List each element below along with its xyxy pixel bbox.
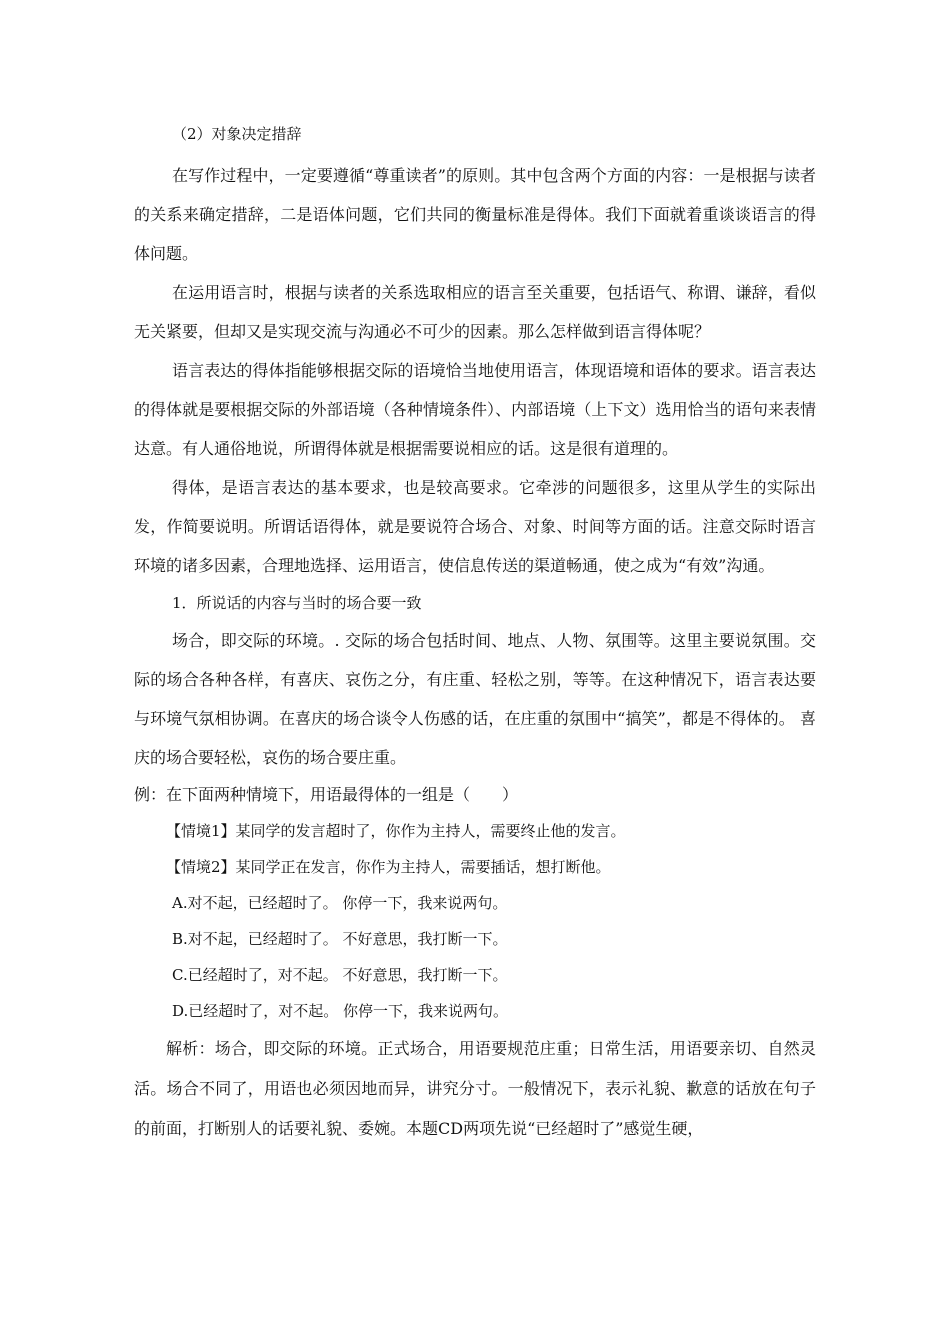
option-d: D.已经超时了，对不起。 你停一下，我来说两句。 (172, 1002, 509, 1020)
example-question: 例：在下面两种情境下，用语最得体的一组是（ ） (134, 785, 519, 804)
body-paragraph-1: 在写作过程中，一定要遵循“尊重读者”的原则。其中包含两个方面的内容：一是根据与读者的关系来确定措辞，二是语体问题，它们共同的衡量标准是得体。我们下面就着重谈谈语言的得体问题。 (134, 166, 816, 263)
page-content (134, 122, 816, 1149)
option-a: A.对不起，已经超时了。 你停一下，我来说两句。 (172, 894, 508, 912)
analysis-paragraph: 解析：场合，即交际的环境。正式场合，用语要规范庄重；日常生活，用语要亲切、自然灵活。场合不同了，用语也必须因地而异，讲究分寸。一般情况下，表示礼貌、歉意的话放在句子的前面，打断别人的话要礼貌、委婉。本题CD两项先说“已经超时了”感觉生硬， (134, 1039, 816, 1138)
scenario-2: 【情境2】某同学正在发言，你作为主持人，需要插话，想打断他。 (166, 858, 611, 876)
option-b: B.对不起，已经超时了。 不好意思，我打断一下。 (172, 930, 508, 948)
option-c: C.已经超时了，对不起。 不好意思，我打断一下。 (172, 966, 508, 984)
point-paragraph: 场合，即交际的环境。. 交际的场合包括时间、地点、人物、氛围等。这里主要说氛围。交际的场合各种各样，有喜庆、哀伤之分，有庄重、轻松之别，等等。在这种情况下，语言表达要与环境气氛相协调。在喜庆的场合谈令人伤感的话，在庄重的氛围中“搞笑”，都是不得体的。 喜庆的场合要轻松，哀伤的场合要庄重。 (134, 631, 816, 767)
section-heading: （2）对象决定措辞 (172, 125, 302, 143)
scenario-1: 【情境1】某同学的发言超时了，你作为主持人，需要终止他的发言。 (166, 822, 626, 840)
body-paragraph-4: 得体，是语言表达的基本要求，也是较高要求。它牵涉的问题很多，这里从学生的实际出发，作简要说明。所谓话语得体，就是要说符合场合、对象、时间等方面的话。注意交际时语言环境的诸多因素，合理地选择、运用语言，使信息传送的渠道畅通，使之成为“有效”沟通。 (134, 478, 816, 575)
point-heading: 1．所说话的内容与当时的场合要一致 (172, 594, 422, 612)
body-paragraph-3: 语言表达的得体指能够根据交际的语境恰当地使用语言，体现语境和语体的要求。语言表达的得体就是要根据交际的外部语境（各种情境条件）、内部语境（上下文）选用恰当的语句来表情达意。有人通俗地说，所谓得体就是根据需要说相应的话。这是很有道理的。 (134, 361, 816, 458)
body-paragraph-2: 在运用语言时，根据与读者的关系选取相应的语言至关重要，包括语气、称谓、谦辞，看似无关紧要，但却又是实现交流与沟通必不可少的因素。那么怎样做到语言得体呢？ (134, 283, 816, 341)
